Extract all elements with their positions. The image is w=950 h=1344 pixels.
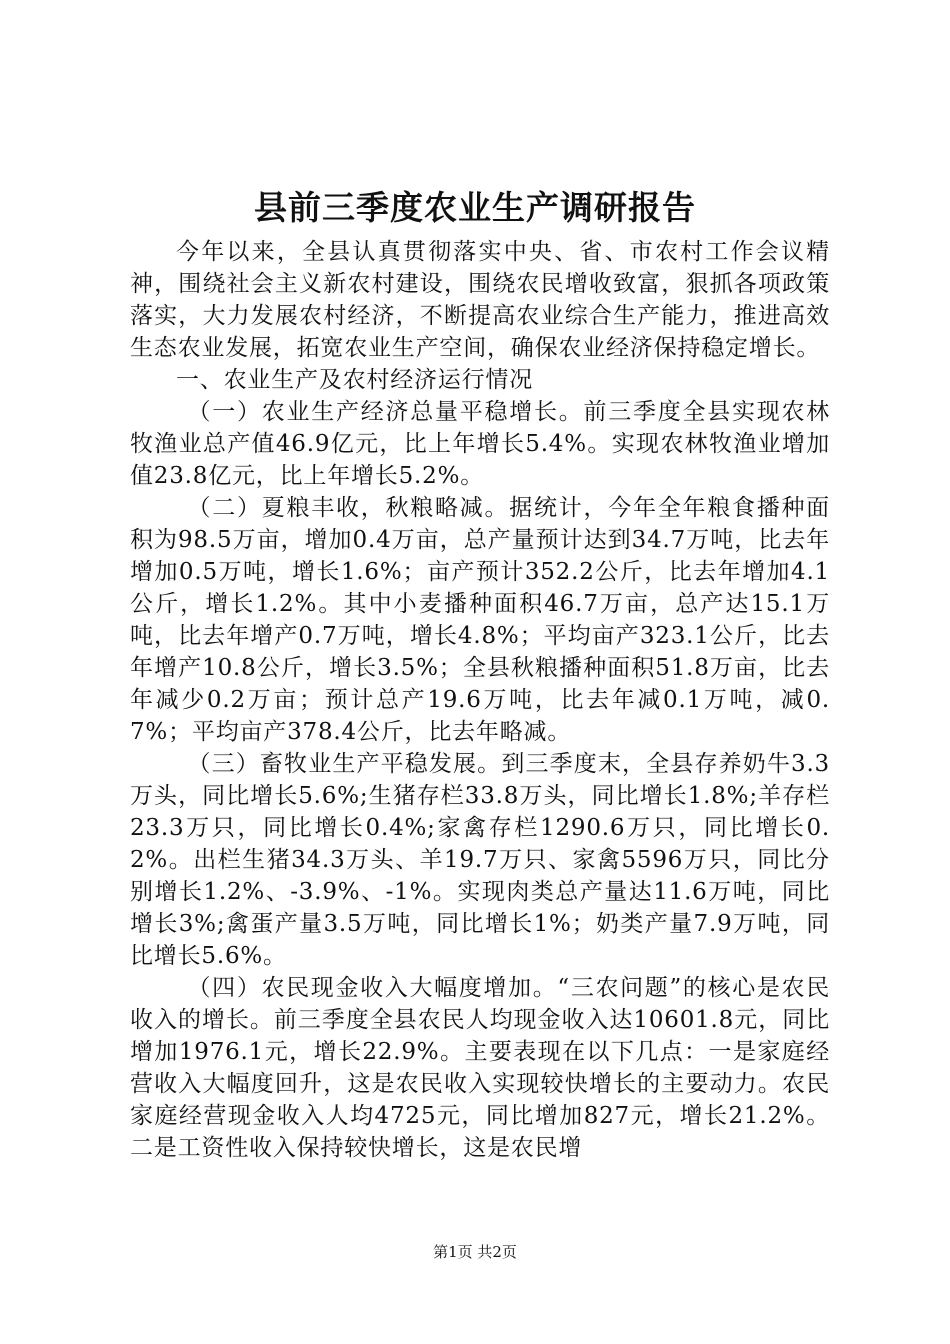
paragraph-grain: （二）夏粮丰收，秋粮略减。据统计，今年全年粮食播种面积为98.5万亩，增加0.4万亩，总产量预计达到34.7万吨，比去年增加0.5万吨，增长1.6%；亩产预计352.2公斤，比去年增加4.1公斤，增长1.2%。其中小麦播种面积46.7万亩，总产达15.1万吨，比去年增产0.7万吨，增长4.8%；平均亩产323.1公斤，比去年增产10.8公斤，增长3.5%；全县秋粮播种面积51.8万亩，比去年减少0.2万亩；预计总产19.6万吨，比去年减0.1万吨，减0.7%；平均亩产378.4公斤，比去年略减。 [130, 495, 830, 745]
paragraph-livestock: （三）畜牧业生产平稳发展。到三季度末，全县存养奶牛3.3万头，同比增长5.6%;生猪存栏33.8万头，同比增长1.8%;羊存栏23.3万只，同比增长0.4%;家禽存栏1290.6万只，同比增长0.2%。出栏生猪34.3万头、羊19.7万只、家禽5596万只，同比分别增长1.2%、-3.9%、-1%。实现肉类总产量达11.6万吨，同比增长3%;禽蛋产量3.5万吨，同比增长1%；奶类产量7.9万吨，同比增长5.6%。 [130, 751, 830, 969]
paragraph-income: （四）农民现金收入大幅度增加。“三农问题”的核心是农民收入的增长。前三季度全县农民人均现金收入达10601.8元，同比增加1976.1元，增长22.9%。主要表现在以下几点：一是家庭经营收入大幅度回升，这是农民收入实现较快增长的主要动力。农民家庭经营现金收入人均4725元，同比增加827元，增长21.2%。二是工资性收入保持较快增长，这是农民增 [130, 975, 830, 1161]
document-body [130, 236, 830, 1164]
document-title: 县前三季度农业生产调研报告 [254, 188, 696, 227]
page-footer: 第1页 共2页 [433, 1243, 517, 1261]
section-heading: 一、农业生产及农村经济运行情况 [176, 367, 533, 393]
paragraph-total-output: （一）农业生产经济总量平稳增长。前三季度全县实现农林牧渔业总产值46.9亿元，比上年增长5.4%。实现农林牧渔业增加值23.8亿元，比上年增长5.2%。 [130, 399, 830, 489]
intro-paragraph: 今年以来，全县认真贯彻落实中央、省、市农村工作会议精神，围绕社会主义新农村建设，围绕农民增收致富，狠抓各项政策落实，大力发展农村经济，不断提高农业综合生产能力，推进高效生态农业发展，拓宽农业生产空间，确保农业经济保持稳定增长。 [130, 239, 830, 361]
